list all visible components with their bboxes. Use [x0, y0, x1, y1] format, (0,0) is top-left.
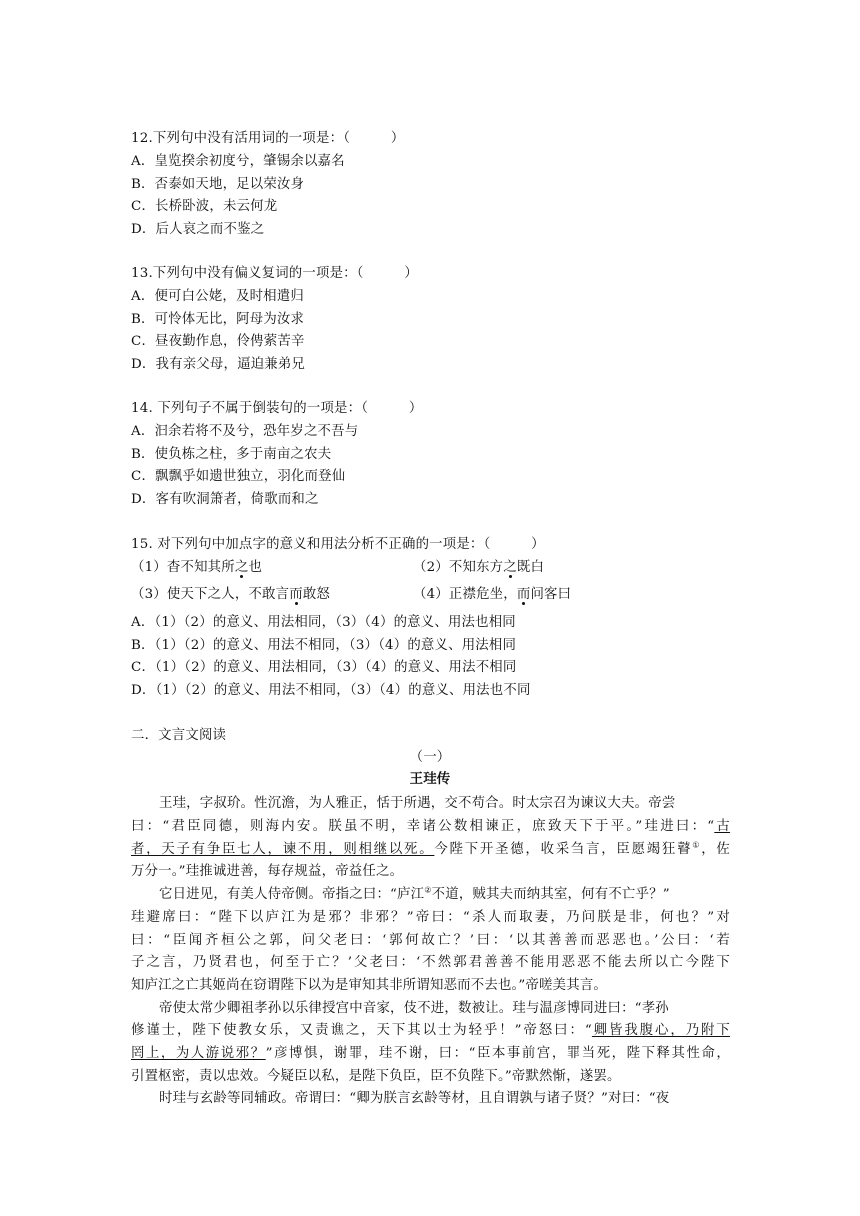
q14-option-b: B．使负栋之柱，多于南亩之农夫	[131, 447, 332, 462]
passage-line: 罔上，为人游说邪？”彦博惧，谢罪，珪不谢，曰：“臣本事前宫，罪当死，陛下释其性命，	[131, 1046, 730, 1061]
passage-line: 帝使太常少卿祖孝孙以乐律授宫中音家，伎不进，数被让。珪与温彦博同进曰：“孝孙	[159, 1001, 669, 1016]
q15-stem: 15. 对下列句中加点字的意义和用法分析不正确的一项是：（ ）	[131, 537, 545, 552]
underlined-sentence: 古	[714, 819, 730, 834]
q15-item-4: （4）正襟危坐，而问客曰	[413, 587, 572, 602]
passage-line: 修谨士，陛下使教女乐，又责谯之，天下其以士为轻乎！”帝怒曰：“卿皆我腹心，乃附下	[131, 1023, 730, 1038]
q12-option-d: D．后人哀之而不鉴之	[131, 222, 265, 237]
dotted-char: 而	[289, 587, 303, 602]
passage-title: 王珪传	[409, 772, 451, 787]
q14-stem: 14. 下列句子不属于倒装句的一项是：（ ）	[131, 401, 423, 416]
passage-line: 它日进见，有美人侍帝侧。帝指之曰：“庐江②不道，贼其夫而纳其室，何有不亡乎？”	[159, 885, 670, 902]
passage-line: 万分一。”珪推诚进善，每存规益，帝益任之。	[131, 864, 404, 879]
q12-option-c: C．长桥卧波，未云何龙	[131, 199, 278, 214]
q13-option-c: C．昼夜勤作息，伶俜萦苦辛	[131, 334, 305, 349]
q13-stem: 13.下列句中没有偏义复词的一项是：（ ）	[131, 266, 419, 281]
passage-line: 曰：“臣闻齐桓公之郭，问父老曰：‘郭何故亡？’曰：‘以其善善而恶恶也。’公曰：‘若	[131, 933, 730, 948]
q12-stem: 12.下列句中没有活用词的一项是：（ ）	[131, 131, 405, 146]
passage-line: 者，天子有争臣七人，谏不用，则相继以死。今陛下开圣德，收采刍言，臣愿竭狂瞽①，佐	[131, 840, 730, 857]
dotted-char: 而	[516, 587, 531, 602]
underlined-sentence: 者，天子有争臣七人，谏不用，则相继以死。	[131, 842, 435, 857]
passage-line: 知庐江之亡其姬尚在窃谓陛下以为是审知其非所谓知恶而不去也。”帝嗟美其言。	[131, 978, 608, 993]
q15-option-c: C．（1）（2）的意义、用法相同，（3）（4）的意义、用法不相同	[131, 660, 517, 675]
q15-option-b: B．（1）（2）的意义、用法不相同，（3）（4）的意义、用法相同	[131, 638, 517, 653]
passage-line: 王珪，字叔玠。性沉澹，为人雅正，恬于所遇，交不苟合。时太宗召为谏议大夫。帝尝	[159, 796, 676, 811]
section-part: （一）	[409, 750, 451, 765]
underlined-sentence: 罔上，为人游说邪？	[131, 1046, 266, 1061]
footnote-marker: ②	[424, 885, 432, 895]
section-heading: 二．文言文阅读	[131, 728, 227, 743]
q13-option-a: A．便可白公姥，及时相遣归	[131, 289, 304, 304]
q15-option-a: A．（1）（2）的意义、用法相同，（3）（4）的意义、用法也相同	[131, 615, 516, 630]
passage-line: 引置枢密，责以忠效。今疑臣以私，是陛下负臣，臣不负陛下。”帝默然惭，遂罢。	[131, 1069, 621, 1084]
q14-option-c: C．飘飘乎如遗世独立，羽化而登仙	[131, 469, 346, 484]
q14-option-d: D．客有吹洞箫者，倚歌而和之	[131, 492, 319, 507]
footnote-marker: ①	[692, 840, 702, 850]
q15-option-d: D．（1）（2）的意义、用法不相同，（3）（4）的意义、用法也不同	[131, 683, 531, 698]
q15-item-1: （1）杳不知其所之也	[131, 560, 263, 575]
passage-line: 珪避席曰：“陛下以庐江为是邪？非邪？”帝曰：“杀人而取妻，乃问朕是非，何也？”对	[131, 910, 730, 925]
q14-option-a: A．汩余若将不及兮，恐年岁之不吾与	[131, 424, 359, 439]
passage-line: 曰：“君臣同德，则海内安。朕虽不明，幸诸公数相谏正，庶致天下于平。”珪进曰：“古	[131, 819, 730, 834]
dotted-char: 之	[503, 560, 517, 575]
underlined-sentence: 卿皆我腹心，乃附下	[591, 1023, 730, 1038]
q13-option-d: D．我有亲父母，逼迫兼弟兄	[131, 357, 306, 372]
q15-item-2: （2）不知东方之既白	[413, 560, 545, 575]
q12-option-b: B．否泰如天地，足以荣汝身	[131, 177, 305, 192]
q13-option-b: B．可怜体无比，阿母为汝求	[131, 312, 305, 327]
passage-line: 时珪与玄龄等同辅政。帝谓曰：“卿为朕言玄龄等材，且自谓孰与诸子贤？”对曰：“夜	[159, 1091, 670, 1106]
passage-line: 子之言，乃贤君也，何至于亡？’父老曰：‘不然郭君善善不能用恶恶不能去所以亡今陛下	[131, 955, 730, 970]
dotted-char: 之	[234, 560, 249, 575]
q15-item-3: （3）使天下之人，不敢言而敢怒	[131, 587, 330, 602]
q12-option-a: A．皇览揆余初度兮，肇锡余以嘉名	[131, 154, 345, 169]
